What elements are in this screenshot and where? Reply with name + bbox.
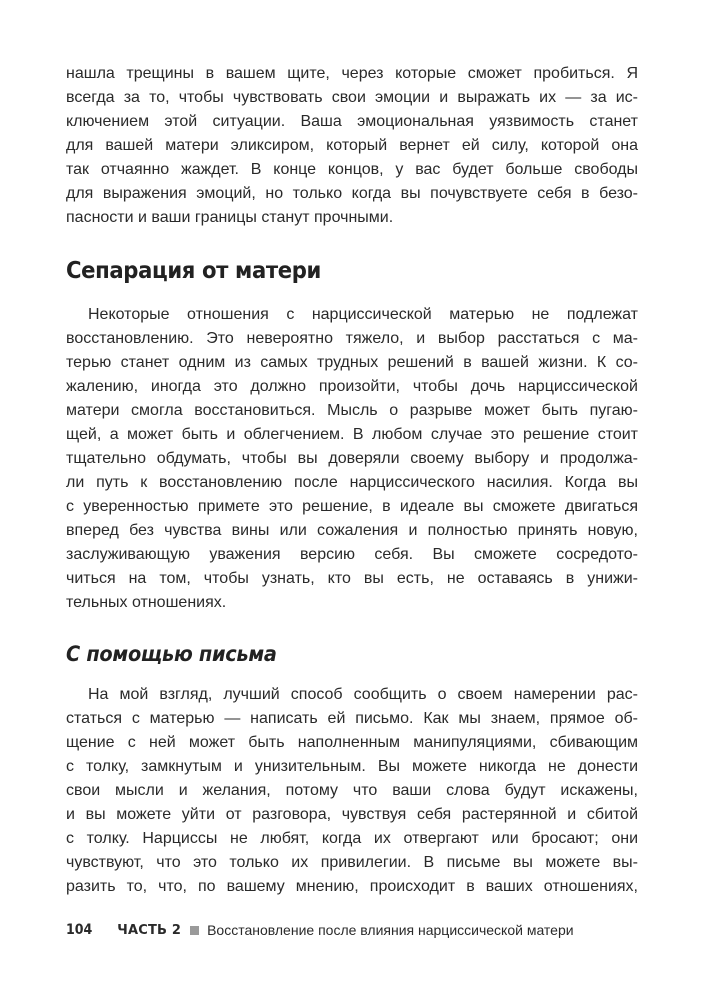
text-line: заслуживающую уважения версию себя. Вы сможете сосредото- (66, 546, 638, 563)
text-line: Некоторые отношения с нарциссической матерью не подлежат (88, 306, 638, 323)
part-label: ЧАСТЬ 2 (117, 922, 182, 938)
text-line: с толку. Нарциссы не любят, когда их отвергают или бросают; они (66, 830, 638, 847)
text-line: пасности и ваши границы станут прочными. (66, 209, 394, 226)
text-line: для выражения эмоций, но только когда вы почувствуете себя в безо- (66, 185, 638, 202)
text-line: для вашей матери эликсиром, который вернет ей силу, которой она (66, 137, 638, 154)
section-heading: Сепарация от матери (66, 258, 322, 284)
text-line: всегда за то, чтобы чувствовать свои эмоции и выражать их — за ис- (66, 89, 638, 106)
text-line: с толку, замкнутым и унизительным. Вы можете никогда не донести (66, 758, 638, 775)
text-line: матери смогла восстановиться. Мысль о разрыве может быть пугаю- (66, 402, 638, 419)
page-number: 104 (66, 922, 93, 938)
chapter-title: Восстановление после влияния нарциссической матери (207, 922, 574, 938)
text-line: свои мысли и желания, потому что ваши слова будут искажены, (66, 782, 638, 799)
square-bullet-icon (190, 926, 199, 935)
text-line: и вы можете уйти от разговора, чувствуя себя растерянной и сбитой (66, 806, 638, 823)
text-line: чувствуют, что это только их привилегии. В письме вы можете вы- (66, 854, 638, 871)
text-line: жалению, иногда это должно произойти, чтобы дочь нарциссической (66, 378, 638, 395)
page-footer (66, 919, 574, 941)
text-line: щение с ней может быть наполненным манипуляциями, сбивающим (66, 734, 638, 751)
text-line: восстановлению. Это невероятно тяжело, и выбор расстаться с ма- (66, 330, 638, 347)
text-line: щей, а может быть и облегчением. В любом случае это решение стоит (66, 426, 638, 443)
text-line: терью станет одним из самых трудных решений в вашей жизни. К со- (66, 354, 638, 371)
text-line: нашла трещины в вашем щите, через которые сможет пробиться. Я (66, 65, 638, 82)
text-line: разить то, что, по вашему мнению, происходит в ваших отношениях, (66, 878, 638, 895)
text-line: ли путь к восстановлению после нарциссического насилия. Когда вы (66, 474, 638, 491)
text-line: с уверенностью примете это решение, в идеале вы сможете двигаться (66, 498, 638, 515)
text-line: ключением этой ситуации. Ваша эмоциональная уязвимость станет (66, 113, 638, 130)
text-line: тщательно обдумать, чтобы вы доверяли своему выбору и продолжа- (66, 450, 638, 467)
text-line: На мой взгляд, лучший способ сообщить о своем намерении рас- (88, 686, 638, 703)
text-line: тельных отношениях. (66, 594, 227, 611)
text-line: статься с матерью — написать ей письмо. Как мы знаем, прямое об- (66, 710, 638, 727)
text-line: так отчаянно жаждет. В конце концов, у вас будет больше свободы (66, 161, 638, 178)
text-line: вперед без чувства вины или сожаления и полностью принять новую, (66, 522, 638, 539)
text-line: читься на том, чтобы узнать, кто вы есть, не оставаясь в унижи- (66, 570, 638, 587)
subsection-heading: С помощью письма (66, 642, 277, 666)
